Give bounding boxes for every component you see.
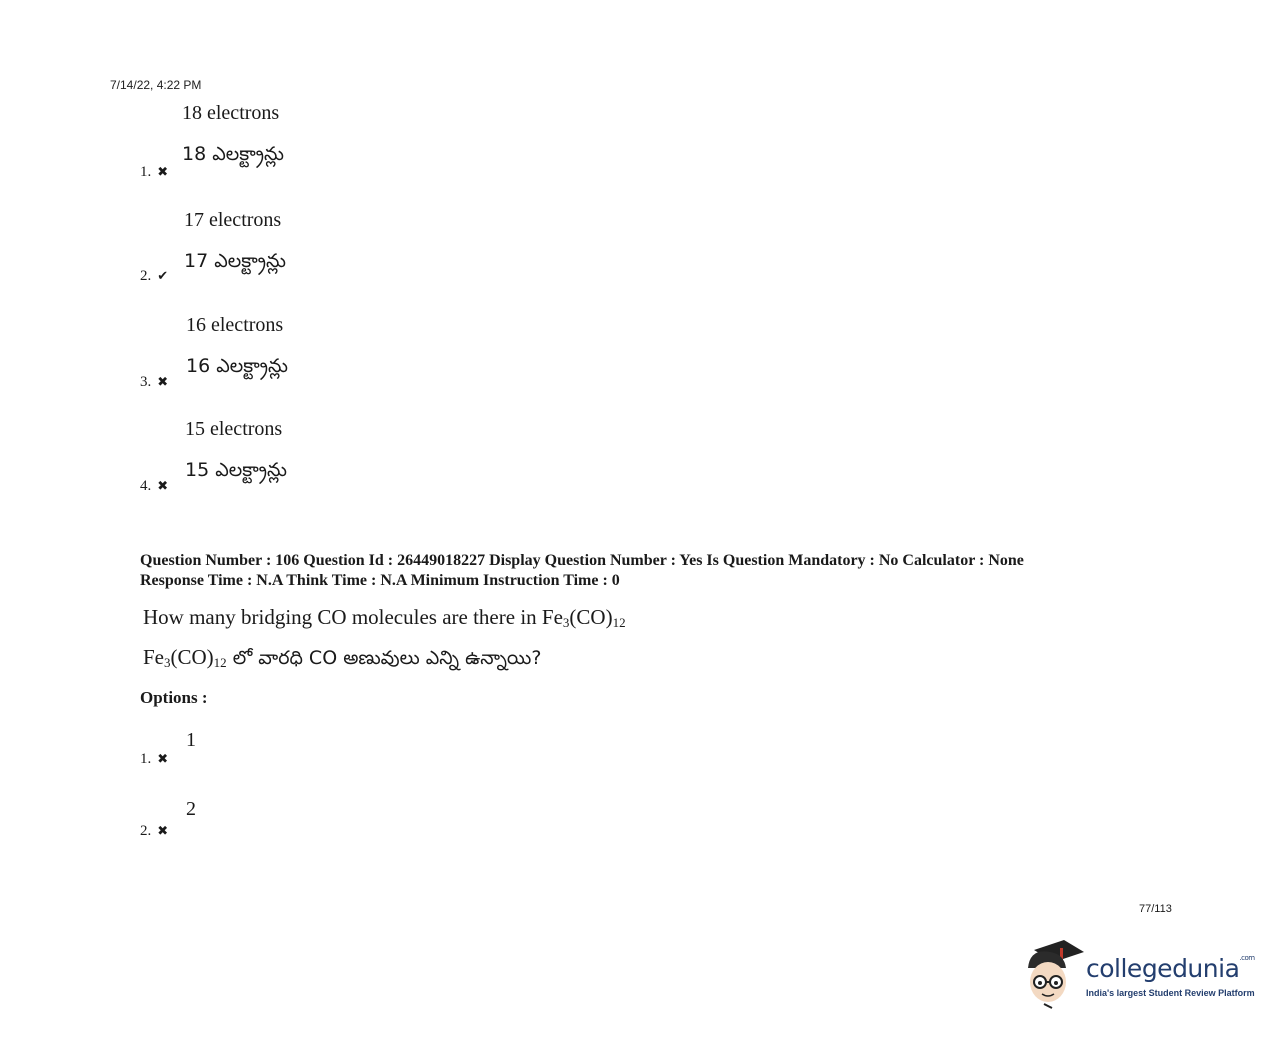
option-2-telugu: 17 ఎలక్ట్రాన్లు — [184, 250, 286, 272]
option-1-english: 18 electrons — [182, 102, 280, 124]
question-text-part: How many bridging CO molecules are there in Fe — [143, 605, 563, 629]
subscript: 3 — [562, 615, 570, 630]
print-timestamp: 7/14/22, 4:22 PM — [110, 78, 202, 92]
question-meta-line-2: Response Time : N.A Think Time : N.A Minimum Instruction Time : 0 — [140, 572, 620, 589]
option-2-english: 17 electrons — [184, 209, 282, 231]
option-number: 1. — [140, 164, 152, 180]
question-text-part: (CO) — [569, 605, 613, 629]
option-number: 2. — [140, 823, 152, 839]
logo-suffix: .com — [1239, 954, 1255, 962]
page-number: 77/113 — [1139, 903, 1172, 915]
cross-icon: ✖ — [157, 375, 169, 390]
subscript: 12 — [612, 615, 626, 630]
question-text-part: లో వారధి CO అణువులు ఎన్ని ఉన్నాయి? — [226, 647, 542, 669]
options-heading: Options : — [140, 688, 208, 707]
option-number: 2. — [140, 268, 152, 284]
option-number: 4. — [140, 478, 152, 494]
logo-tagline: India's largest Student Review Platform — [1086, 988, 1255, 998]
question-text-telugu — [143, 645, 541, 674]
cross-icon: ✖ — [157, 824, 169, 839]
logo-wordmark — [1086, 954, 1255, 983]
question-meta-line-1: Question Number : 106 Question Id : 26449018227 Display Question Number : Yes Is Question Mandatory : No Calculator : None — [140, 552, 1024, 569]
option-3-english: 16 electrons — [186, 314, 284, 336]
option-1-telugu: 18 ఎలక్ట్రాన్లు — [182, 143, 284, 165]
mascot-icon — [1024, 938, 1086, 1010]
option-3-label — [140, 374, 168, 391]
option-3-telugu: 16 ఎలక్ట్రాన్లు — [186, 355, 288, 377]
subscript: 3 — [164, 655, 171, 670]
option-4-english: 15 electrons — [185, 418, 283, 440]
cross-icon: ✖ — [157, 165, 169, 180]
check-icon: ✔ — [157, 269, 169, 284]
option-number: 3. — [140, 374, 152, 390]
question-text-english — [143, 605, 626, 631]
answer-option-1-label — [140, 751, 168, 768]
question-text-part: Fe — [143, 645, 164, 669]
answer-option-2-label — [140, 823, 168, 840]
question-text-part: (CO) — [170, 645, 214, 669]
logo-wordmark-text: collegedunia — [1086, 954, 1240, 983]
subscript: 12 — [213, 655, 227, 670]
option-4-telugu: 15 ఎలక్ట్రాన్లు — [185, 459, 287, 481]
option-number: 1. — [140, 751, 152, 767]
option-2-label — [140, 268, 168, 285]
answer-option-2-value: 2 — [186, 798, 196, 820]
option-4-label — [140, 478, 168, 495]
cross-icon: ✖ — [157, 752, 169, 767]
cross-icon: ✖ — [157, 479, 169, 494]
collegedunia-logo — [1024, 938, 1254, 1010]
answer-option-1-value: 1 — [186, 729, 196, 751]
question-meta — [140, 551, 1150, 591]
option-1-label — [140, 164, 168, 181]
